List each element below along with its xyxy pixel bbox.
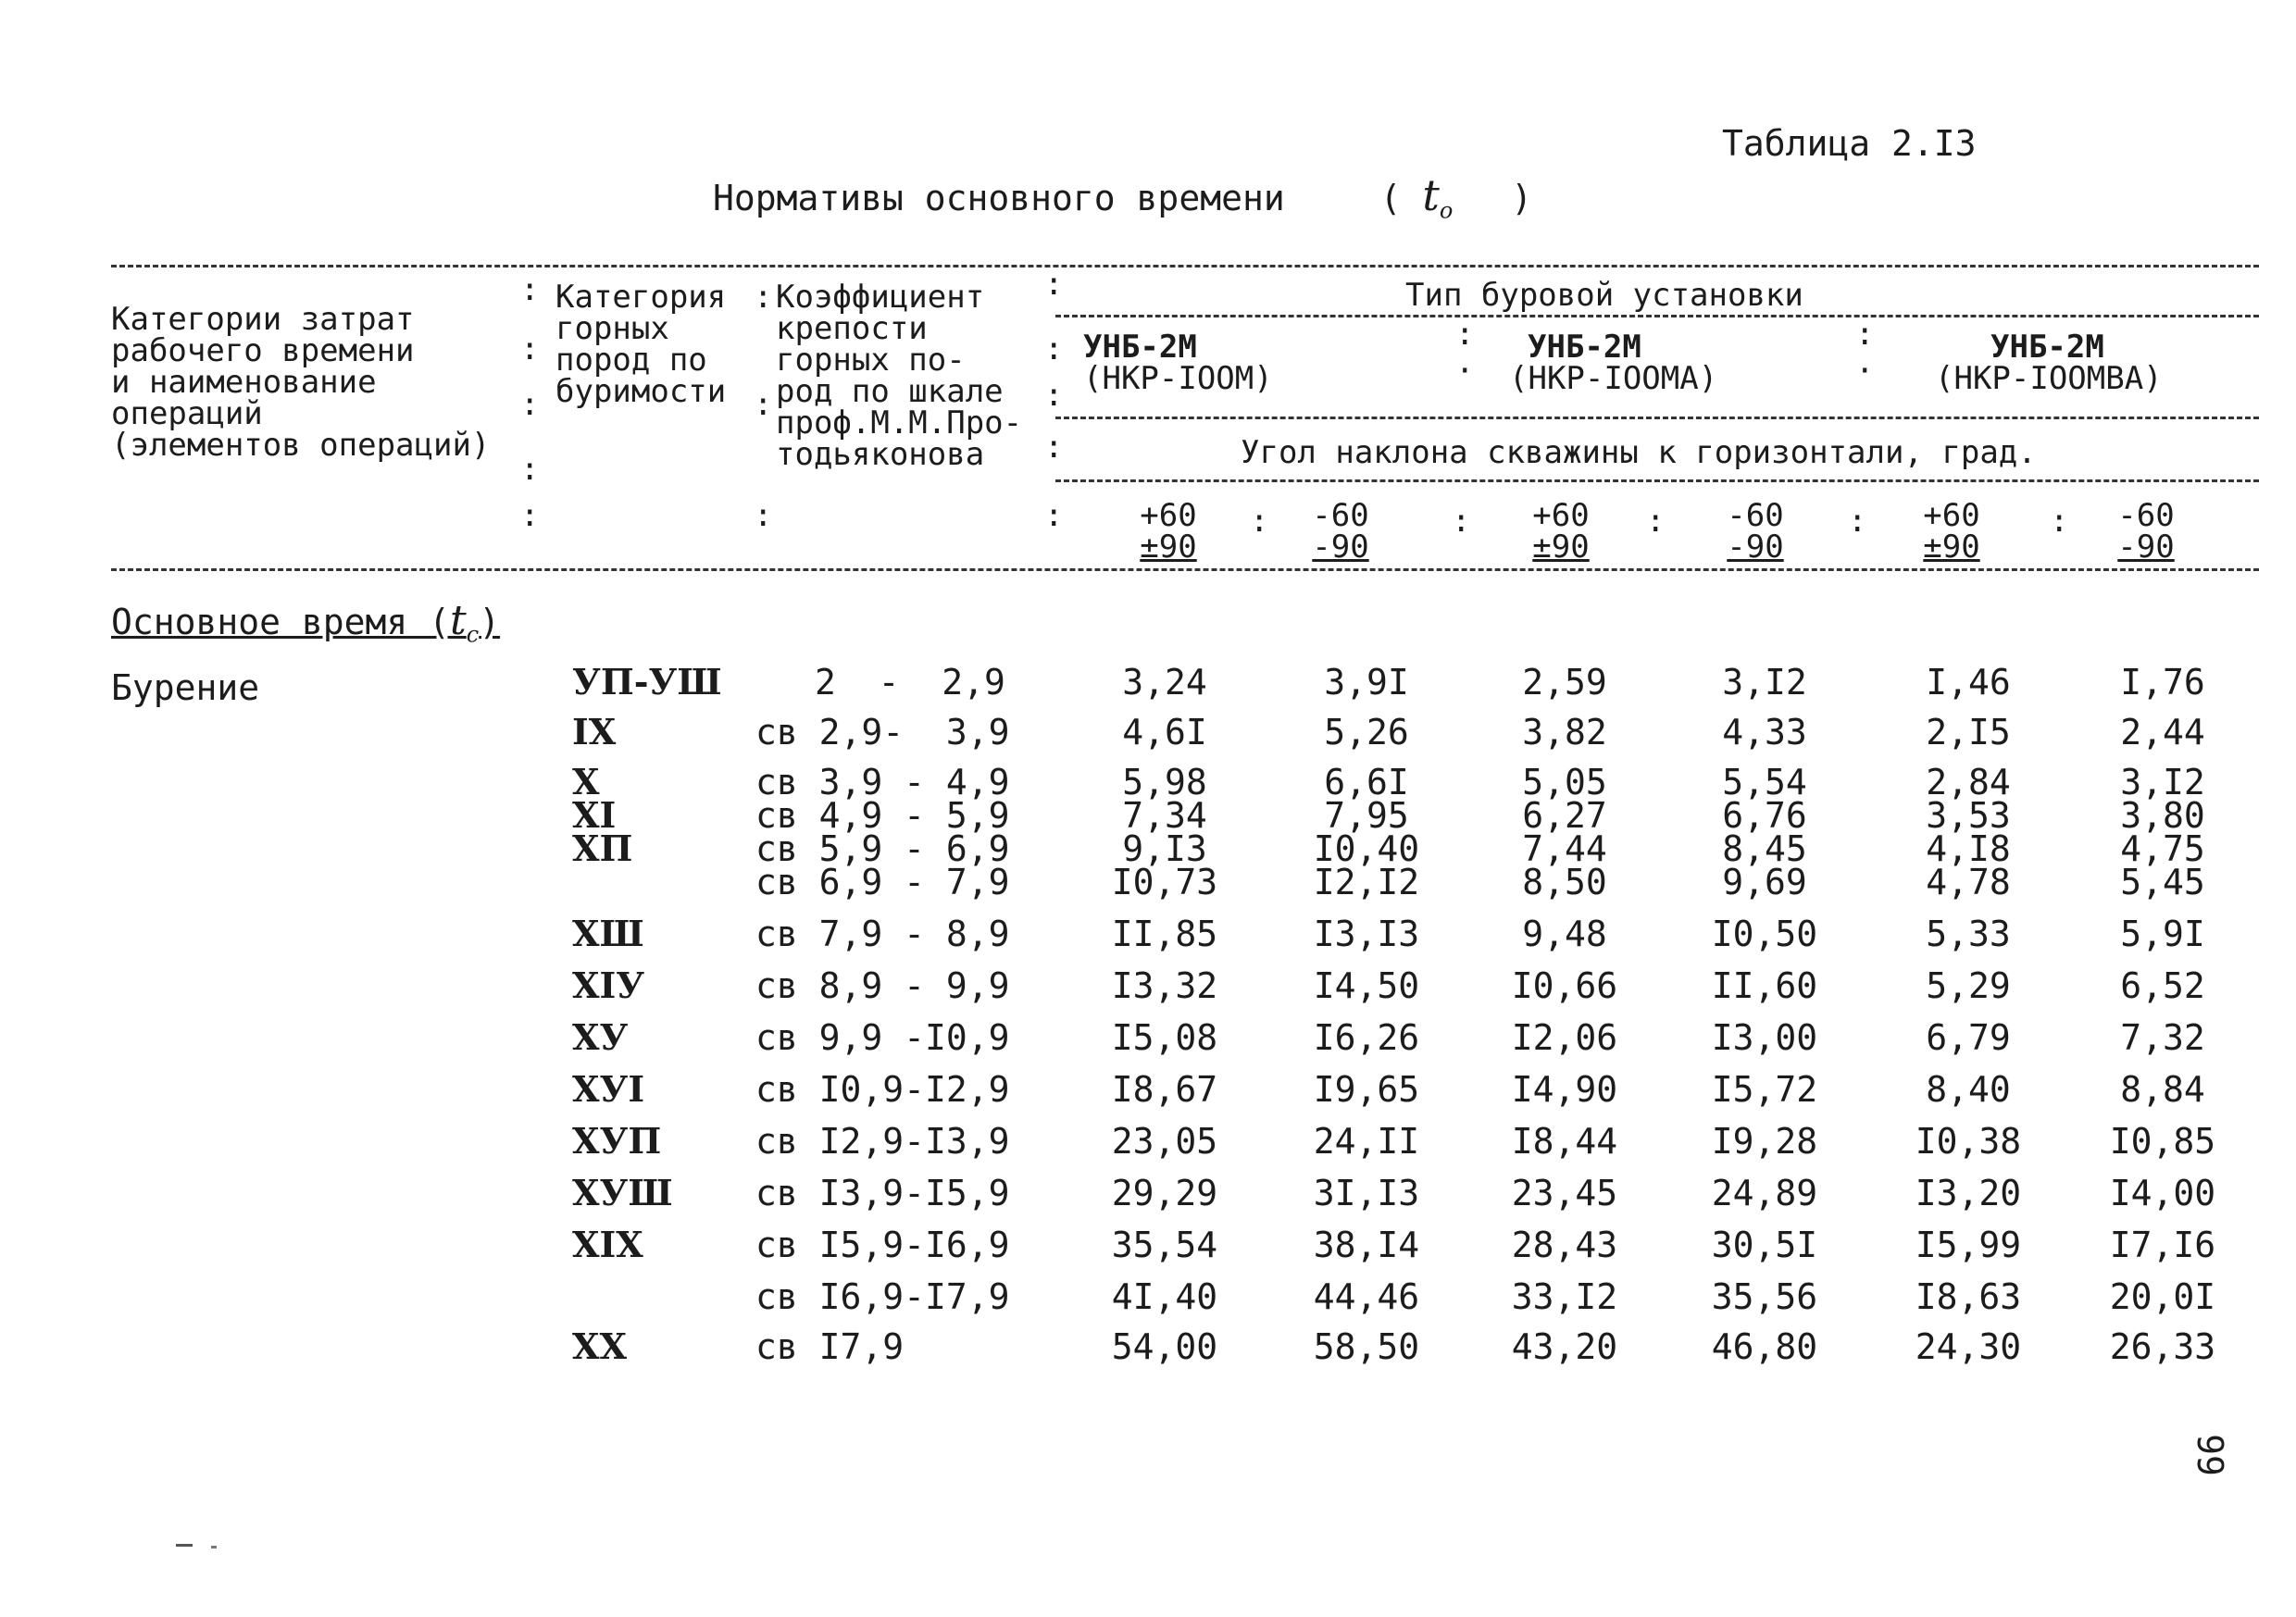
rig-1 <box>1083 329 1273 397</box>
header-col1-line: (элементов операций) <box>111 427 491 464</box>
angle-col-5-top: +60 <box>1923 497 1980 534</box>
angle-title: Угол наклона скважины к горизонтали, град. <box>1241 434 2037 471</box>
section-title-text: Основное время ( <box>111 602 451 642</box>
angle-rule <box>1055 479 2259 482</box>
coefficient-cell: св 8,9 - 9,9 <box>755 965 1010 1006</box>
rock-category-cell: XX <box>572 1325 627 1367</box>
value-cell: 8,45 <box>1722 828 1807 869</box>
value-cell: 3,80 <box>2120 795 2205 836</box>
value-cell: I0,40 <box>1313 828 1420 869</box>
value-cell: 3,82 <box>1522 712 1607 753</box>
rig-1-model: УНБ-2М <box>1083 329 1197 366</box>
angle-col-4-top: -60 <box>1727 497 1784 534</box>
value-cell: 7,34 <box>1122 795 1207 836</box>
header-col2-line: горных <box>555 310 669 347</box>
value-cell: 3,53 <box>1926 795 2011 836</box>
header-col1-line: рабочего времени <box>111 332 415 369</box>
rock-category-cell: XУП <box>572 1120 662 1162</box>
table-title: Нормативы основного времени ( $t_о$ ) <box>713 170 1533 224</box>
angle-col-4-bottom: -90 <box>1727 529 1784 566</box>
separator-colon: : <box>754 386 773 423</box>
rock-category-cell: XУШ <box>572 1172 673 1213</box>
value-cell: 4,75 <box>2120 828 2205 869</box>
value-cell: I9,28 <box>1711 1121 1818 1162</box>
value-cell: 4,78 <box>1926 862 2011 902</box>
angle-col-6-top: -60 <box>2117 497 2175 534</box>
separator-colon: : <box>1044 330 1064 367</box>
rock-category-cell: XУI <box>572 1068 645 1110</box>
rig-2-model: УНБ-2М <box>1528 329 1641 366</box>
separator-colon: : <box>520 451 540 488</box>
header-top-rule <box>111 265 2259 267</box>
value-cell: 4,I8 <box>1926 828 2011 869</box>
value-cell: I0,73 <box>1111 862 1218 902</box>
coefficient-cell: св I3,9-I5,9 <box>755 1173 1010 1213</box>
separator-colon: : <box>1250 503 1269 540</box>
angle-col-1 <box>1122 497 1215 566</box>
header-col3-line: крепости <box>776 310 928 347</box>
angle-col-3-bottom: ±90 <box>1532 529 1590 566</box>
value-cell: 5,05 <box>1522 762 1607 802</box>
separator-colon: : <box>520 497 540 534</box>
rig-2-code: (НКР-IООМА) <box>1509 360 1718 397</box>
header-col-rock-category <box>555 279 727 410</box>
angle-col-1-top: +60 <box>1140 497 1197 534</box>
value-cell: 6,76 <box>1722 795 1807 836</box>
header-col3-line: проф.М.М.Про- <box>776 404 1023 442</box>
value-cell: I5,99 <box>1915 1225 2022 1265</box>
value-cell: 5,29 <box>1926 965 2011 1006</box>
value-cell: I8,44 <box>1511 1121 1618 1162</box>
header-col-coefficient <box>776 279 1023 473</box>
coefficient-cell: св 6,9 - 7,9 <box>755 862 1010 902</box>
value-cell: 35,56 <box>1711 1276 1818 1317</box>
coefficient-cell: св I7,9 <box>755 1326 905 1367</box>
scan-mark <box>176 1544 193 1547</box>
coefficient-cell: св 9,9 -I0,9 <box>755 1017 1010 1058</box>
title-symbol-sub: о <box>1439 197 1454 224</box>
value-cell: 20,0I <box>2109 1276 2216 1317</box>
header-col3-line: горных по- <box>776 342 966 379</box>
header-col3-line: Коэффициент <box>776 279 985 316</box>
header-bottom-rule <box>111 568 2259 571</box>
separator-colon: : <box>1044 429 1064 466</box>
value-cell: 2,84 <box>1926 762 2011 802</box>
value-cell: II,60 <box>1711 965 1818 1006</box>
value-cell: 38,I4 <box>1313 1225 1420 1265</box>
value-cell: I3,I3 <box>1313 914 1420 954</box>
coefficient-cell: 2 - 2,9 <box>815 662 1005 703</box>
value-cell: I0,66 <box>1511 965 1618 1006</box>
value-cell: 24,II <box>1313 1121 1420 1162</box>
value-cell: I0,50 <box>1711 914 1818 954</box>
separator-colon: : <box>1855 316 1875 353</box>
value-cell: 6,27 <box>1522 795 1607 836</box>
value-cell: 2,59 <box>1522 662 1607 703</box>
value-cell: I3,20 <box>1915 1173 2022 1213</box>
value-cell: 24,89 <box>1711 1173 1818 1213</box>
rig-3-model: УНБ-2М <box>1990 329 2104 366</box>
title-symbol: t <box>1422 170 1440 220</box>
separator-colon: : <box>1044 497 1064 534</box>
value-cell: 3,9I <box>1324 662 1409 703</box>
table-title-text: Нормативы основного времени <box>713 178 1285 218</box>
header-col1-line: и наименование <box>111 364 377 401</box>
value-cell: I4,90 <box>1511 1069 1618 1110</box>
value-cell: 3,I2 <box>1722 662 1807 703</box>
rock-category-cell: XП <box>572 827 633 869</box>
header-col1-line: Категории затрат <box>111 301 415 338</box>
group-rule <box>1055 315 2259 317</box>
section-close: ) <box>479 602 501 642</box>
value-cell: 6,79 <box>1926 1017 2011 1058</box>
value-cell: I3,32 <box>1111 965 1218 1006</box>
angle-col-6-bottom: -90 <box>2117 529 2175 566</box>
group-title: Тип буровой установки <box>1405 277 1803 314</box>
value-cell: 3,I2 <box>2120 762 2205 802</box>
angle-col-3-top: +60 <box>1532 497 1590 534</box>
separator-colon: · <box>1855 353 1875 390</box>
value-cell: 2,I5 <box>1926 712 2011 753</box>
scan-mark <box>211 1546 217 1549</box>
coefficient-cell: св 7,9 - 8,9 <box>755 914 1010 954</box>
value-cell: I8,63 <box>1915 1276 2022 1317</box>
section-symbol: t <box>450 597 467 644</box>
rock-category-cell: XIX <box>572 1224 643 1265</box>
value-cell: 44,46 <box>1313 1276 1420 1317</box>
table-number: Таблица 2.I3 <box>1722 123 1977 164</box>
value-cell: 30,5I <box>1711 1225 1818 1265</box>
separator-colon: : <box>1452 503 1471 540</box>
value-cell: 28,43 <box>1511 1225 1618 1265</box>
value-cell: 5,45 <box>2120 862 2205 902</box>
rock-category-cell: IX <box>572 711 617 753</box>
rock-category-cell: XУ <box>572 1016 629 1058</box>
value-cell: I0,85 <box>2109 1121 2216 1162</box>
value-cell: 26,33 <box>2109 1326 2216 1367</box>
value-cell: 54,00 <box>1111 1326 1218 1367</box>
value-cell: 7,44 <box>1522 828 1607 869</box>
rig-2 <box>1509 329 1718 397</box>
value-cell: 3I,I3 <box>1313 1173 1420 1213</box>
angle-col-3 <box>1515 497 1607 566</box>
value-cell: 4,33 <box>1722 712 1807 753</box>
value-cell: 7,32 <box>2120 1017 2205 1058</box>
header-col1-line: операций <box>111 395 263 432</box>
value-cell: I,76 <box>2120 662 2205 703</box>
page-number: 99 <box>2189 1434 2230 1476</box>
rig-3 <box>1935 329 2163 397</box>
value-cell: I9,65 <box>1313 1069 1420 1110</box>
section-title <box>111 597 501 653</box>
value-cell: 6,6I <box>1324 762 1409 802</box>
separator-colon: : <box>520 330 540 367</box>
value-cell: 9,69 <box>1722 862 1807 902</box>
separator-colon: : <box>1646 503 1666 540</box>
angle-col-5-bottom: ±90 <box>1923 529 1980 566</box>
value-cell: 43,20 <box>1511 1326 1618 1367</box>
rig-3-code: (НКР-IООМВА) <box>1935 360 2163 397</box>
separator-colon: : <box>754 497 773 534</box>
angle-col-4 <box>1709 497 1802 566</box>
value-cell: 8,50 <box>1522 862 1607 902</box>
value-cell: 5,33 <box>1926 914 2011 954</box>
coefficient-cell: св 5,9 - 6,9 <box>755 828 1010 869</box>
value-cell: 9,I3 <box>1122 828 1207 869</box>
coefficient-cell: св 4,9 - 5,9 <box>755 795 1010 836</box>
value-cell: II,85 <box>1111 914 1218 954</box>
angle-col-5 <box>1905 497 1998 566</box>
value-cell: 46,80 <box>1711 1326 1818 1367</box>
angle-col-2-bottom: -90 <box>1312 529 1369 566</box>
value-cell: I3,00 <box>1711 1017 1818 1058</box>
rig-rule <box>1055 417 2259 419</box>
value-cell: 8,40 <box>1926 1069 2011 1110</box>
value-cell: 4,6I <box>1122 712 1207 753</box>
value-cell: I8,67 <box>1111 1069 1218 1110</box>
coefficient-cell: св 3,9 - 4,9 <box>755 762 1010 802</box>
rig-1-code: (НКР-IООМ) <box>1083 360 1273 397</box>
value-cell: 5,9I <box>2120 914 2205 954</box>
separator-colon: : <box>520 386 540 423</box>
angle-col-2 <box>1294 497 1387 566</box>
rock-category-cell: УП-УШ <box>572 661 722 703</box>
separator-colon: : <box>520 271 540 308</box>
value-cell: 35,54 <box>1111 1225 1218 1265</box>
value-cell: 23,45 <box>1511 1173 1618 1213</box>
rock-category-cell: XI <box>572 794 617 836</box>
rock-category-cell: X <box>572 761 600 802</box>
header-col2-line: буримости <box>555 373 727 410</box>
separator-colon: : <box>1044 266 1064 303</box>
angle-col-2-top: -60 <box>1312 497 1369 534</box>
angle-col-1-bottom: ±90 <box>1140 529 1197 566</box>
angle-col-6 <box>2100 497 2192 566</box>
value-cell: I5,08 <box>1111 1017 1218 1058</box>
value-cell: 58,50 <box>1313 1326 1420 1367</box>
value-cell: 3,24 <box>1122 662 1207 703</box>
value-cell: I7,I6 <box>2109 1225 2216 1265</box>
value-cell: 23,05 <box>1111 1121 1218 1162</box>
coefficient-cell: св I5,9-I6,9 <box>755 1225 1010 1265</box>
coefficient-cell: св I6,9-I7,9 <box>755 1276 1010 1317</box>
value-cell: I5,72 <box>1711 1069 1818 1110</box>
value-cell: I2,I2 <box>1313 862 1420 902</box>
value-cell: I,46 <box>1926 662 2011 703</box>
value-cell: 2,44 <box>2120 712 2205 753</box>
value-cell: 24,30 <box>1915 1326 2022 1367</box>
value-cell: 5,98 <box>1122 762 1207 802</box>
header-col3-line: род по шкале <box>776 373 1004 410</box>
header-col3-line: тодьяконова <box>776 436 985 473</box>
section-symbol-sub: с <box>466 621 480 648</box>
separator-colon: : <box>754 279 773 316</box>
separator-colon: · <box>1455 353 1475 390</box>
rock-category-cell: XIУ <box>572 964 645 1006</box>
value-cell: 6,52 <box>2120 965 2205 1006</box>
value-cell: 8,84 <box>2120 1069 2205 1110</box>
separator-colon: : <box>1848 503 1867 540</box>
coefficient-cell: св I0,9-I2,9 <box>755 1069 1010 1110</box>
value-cell: 5,26 <box>1324 712 1409 753</box>
value-cell: 4I,40 <box>1111 1276 1218 1317</box>
value-cell: 33,I2 <box>1511 1276 1618 1317</box>
rock-category-cell: XШ <box>572 913 644 954</box>
coefficient-cell: св 2,9- 3,9 <box>755 712 1010 753</box>
coefficient-cell: св I2,9-I3,9 <box>755 1121 1010 1162</box>
header-col-categories <box>111 301 491 464</box>
separator-colon: : <box>1044 377 1064 414</box>
separator-colon: : <box>2050 503 2069 540</box>
value-cell: I2,06 <box>1511 1017 1618 1058</box>
value-cell: I4,50 <box>1313 965 1420 1006</box>
operation-label: Бурение <box>111 667 260 708</box>
value-cell: I4,00 <box>2109 1173 2216 1213</box>
value-cell: 29,29 <box>1111 1173 1218 1213</box>
separator-colon: : <box>1455 316 1475 353</box>
header-col2-line: Категория <box>555 279 727 316</box>
value-cell: I6,26 <box>1313 1017 1420 1058</box>
value-cell: 7,95 <box>1324 795 1409 836</box>
value-cell: 9,48 <box>1522 914 1607 954</box>
value-cell: 5,54 <box>1722 762 1807 802</box>
value-cell: I0,38 <box>1915 1121 2022 1162</box>
header-col2-line: пород по <box>555 342 707 379</box>
